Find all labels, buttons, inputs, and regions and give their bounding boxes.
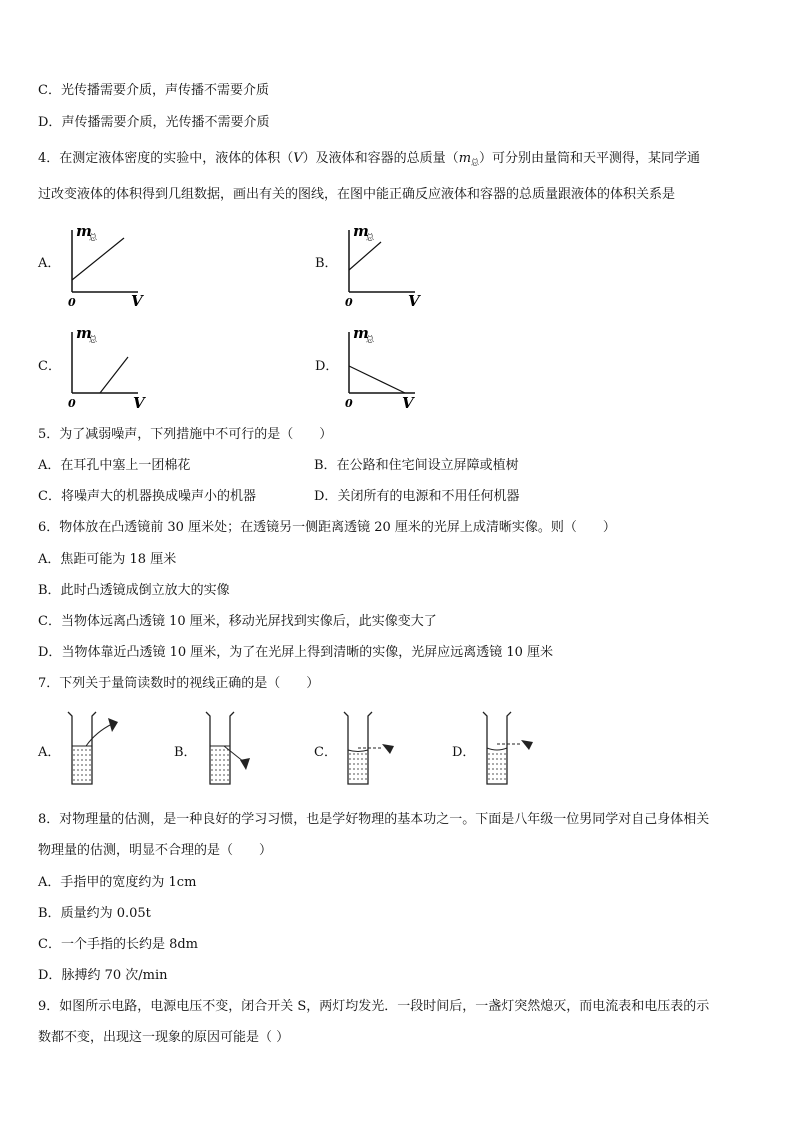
graph-origin: 0 <box>68 296 76 309</box>
q3-option-d: D．声传播需要介质，光传播不需要介质 <box>38 115 270 130</box>
q4-stem-line2: 过改变液体的体积得到几组数据，画出有关的图线，在图中能正确反应液体和容器的总质量跟液体的体积关系是 <box>38 187 676 202</box>
graph-y-label: m <box>76 222 92 240</box>
graph-x-label: V <box>402 394 414 412</box>
graph-line <box>100 357 128 393</box>
q7-stem: 7．下列关于量筒读数时的视线正确的是（ ） <box>38 676 320 691</box>
q7-option-d-label: D． <box>452 745 476 760</box>
q8-option-a: A．手指甲的宽度约为 1cm <box>38 875 197 890</box>
graph-line <box>349 242 381 270</box>
q5-option-d: D．关闭所有的电源和不用任何机器 <box>314 489 520 504</box>
q6-option-d: D．当物体靠近凸透镜 10 厘米，为了在光屏上得到清晰的实像，光屏应远离透镜 10 厘米 <box>38 645 554 660</box>
q4-graph-c <box>58 320 158 412</box>
q8-stem-line2: 物理量的估测，明显不合理的是（ ） <box>38 843 273 858</box>
q4-graph-d <box>335 320 435 412</box>
q8-option-c: C．一个手指的长约是 8dm <box>38 937 199 952</box>
q4-option-c-label: C． <box>38 359 61 374</box>
graph-y-sub: 总 <box>366 335 374 344</box>
graph-x-label: V <box>131 292 143 310</box>
q9-stem-line2: 数都不变，出现这一现象的原因可能是（ ） <box>38 1030 290 1045</box>
graph-x-label: V <box>133 394 145 412</box>
q6-stem: 6．物体放在凸透镜前 30 厘米处；在透镜另一侧距离透镜 20 厘米的光屏上成清晰实像。则（ ） <box>38 520 616 535</box>
q5-stem: 5．为了减弱噪声，下列措施中不可行的是（ ） <box>38 427 333 442</box>
graph-line <box>349 366 405 393</box>
graph-x-label: V <box>408 292 420 310</box>
q3-option-c: C．光传播需要介质，声传播不需要介质 <box>38 83 269 98</box>
q4-option-b-label: B． <box>315 256 338 271</box>
graph-line <box>72 238 124 280</box>
q4-option-d-label: D． <box>315 359 339 374</box>
q8-option-b: B．质量约为 0.05t <box>38 906 151 921</box>
q8-option-d: D．脉搏约 70 次/min <box>38 968 168 983</box>
graph-origin: 0 <box>345 397 353 410</box>
eye-icon <box>521 740 533 750</box>
q4-graph-a <box>58 218 158 310</box>
graph-origin: 0 <box>68 397 76 410</box>
graph-y-sub: 总 <box>366 233 374 242</box>
graph-y-sub: 总 <box>89 233 97 242</box>
q5-option-a: A．在耳孔中塞上一团棉花 <box>38 458 191 473</box>
q9-stem-line1: 9．如图所示电路，电源电压不变，闭合开关 S，两灯均发光．一段时间后，一盏灯突然熄灭，而电流表和电压表的示 <box>38 999 710 1014</box>
q7-option-a-label: A． <box>38 745 61 760</box>
q4-graph-b <box>335 218 435 310</box>
q5-option-b: B．在公路和住宅间设立屏障或植树 <box>314 458 519 473</box>
graph-y-sub: 总 <box>89 335 97 344</box>
q6-option-a: A．焦距可能为 18 厘米 <box>38 552 177 567</box>
q6-option-c: C．当物体远离凸透镜 10 厘米，移动光屏找到实像后，此实像变大了 <box>38 614 437 629</box>
q4-stem-line1: 4．在测定液体密度的实验中，液体的体积（V）及液体和容器的总质量$(m_总)$可分别由量筒和天平测得，某同学通 <box>38 151 701 167</box>
q4-option-a-label: A． <box>38 256 61 271</box>
eye-icon <box>240 758 250 770</box>
q7-cylinder-a <box>62 710 122 790</box>
q7-option-c-label: C． <box>314 745 337 760</box>
q7-option-b-label: B． <box>174 745 197 760</box>
q6-option-b: B．此时凸透镜成倒立放大的实像 <box>38 583 230 598</box>
q7-cylinder-b <box>200 710 260 790</box>
graph-y-label: m <box>353 324 369 342</box>
graph-y-label: m <box>76 324 92 342</box>
q7-cylinder-d <box>477 710 547 790</box>
q8-stem-line1: 8．对物理量的估测，是一种良好的学习习惯，也是学好物理的基本功之一。下面是八年级一位男同学对自己身体相关 <box>38 812 710 827</box>
graph-y-label: m <box>353 222 369 240</box>
eye-icon <box>382 744 394 754</box>
q7-cylinder-c <box>338 710 408 790</box>
graph-origin: 0 <box>345 296 353 309</box>
q5-option-c: C．将噪声大的机器换成噪声小的机器 <box>38 489 256 504</box>
